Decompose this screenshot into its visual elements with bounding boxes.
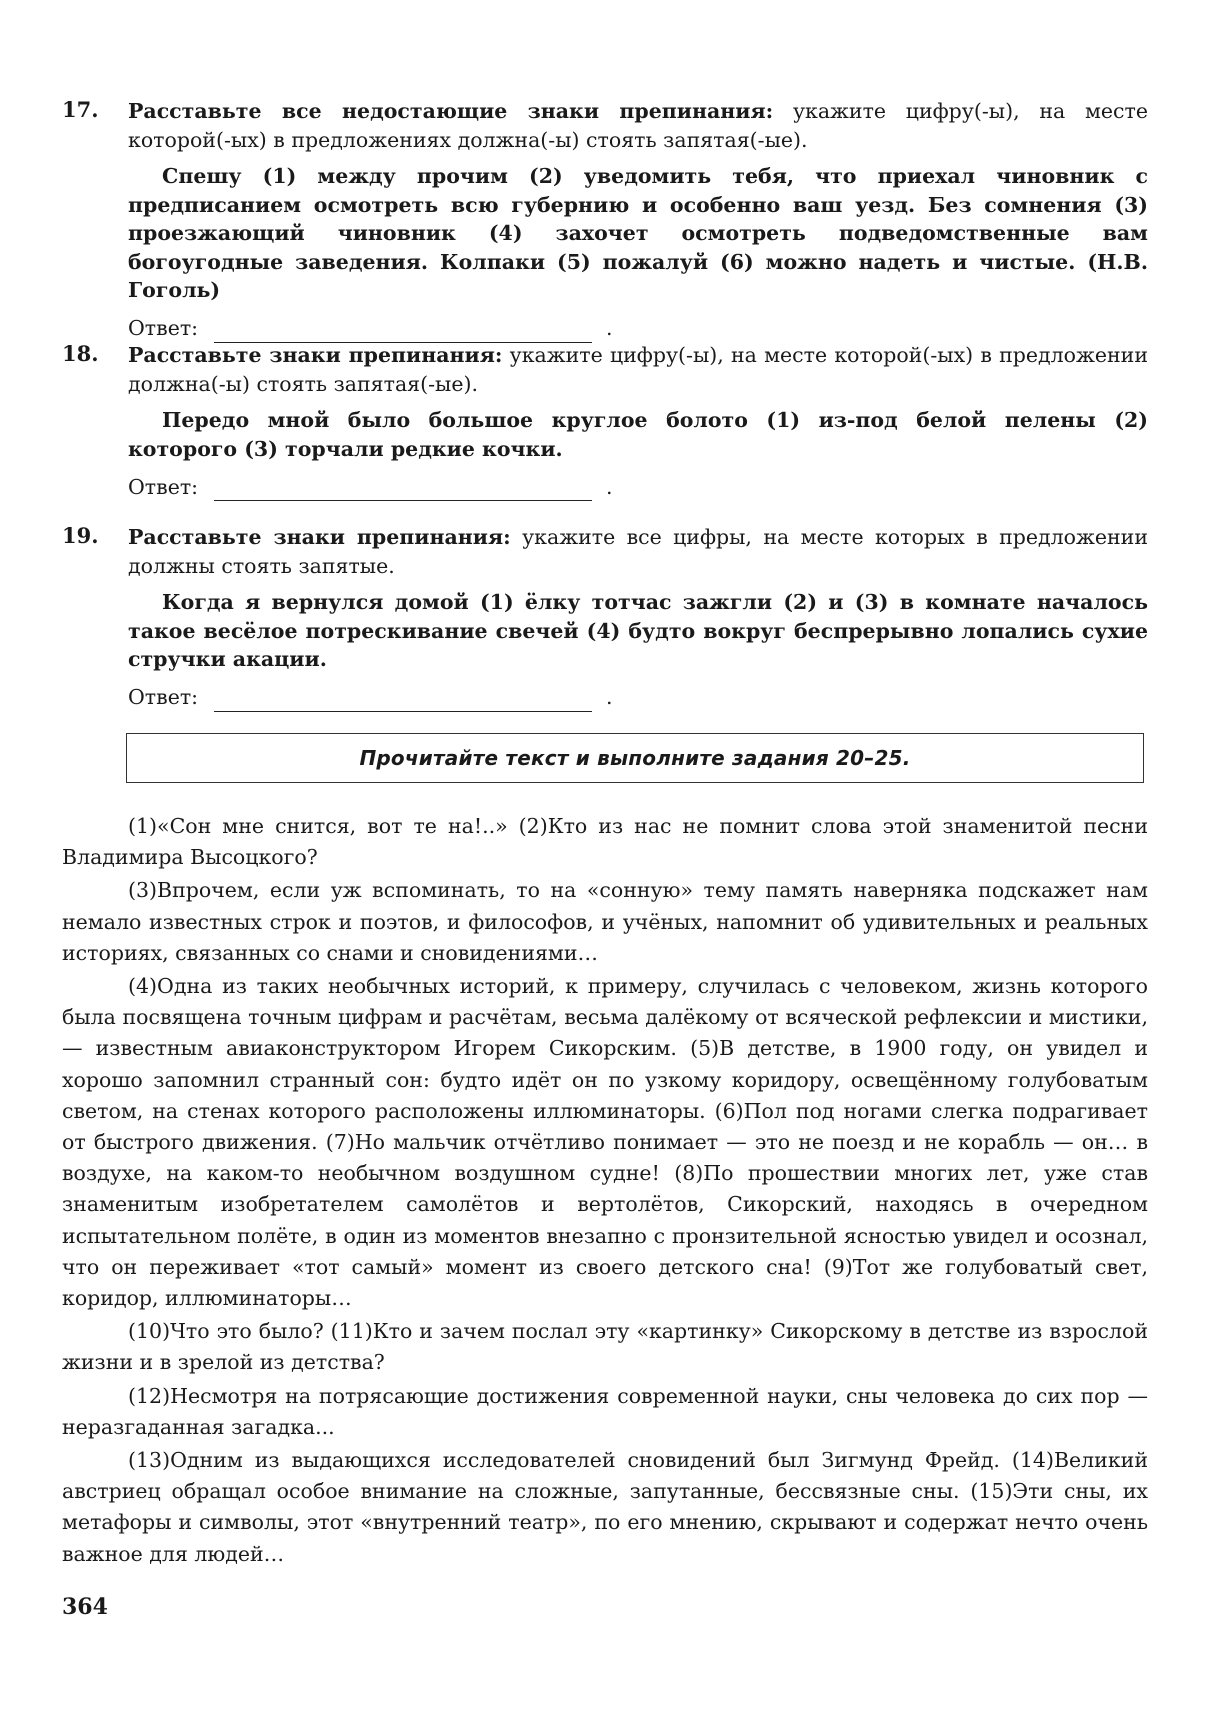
reading-text: [62, 811, 1148, 1572]
instruction-rest: укажите цифру(-ы), на месте которой(-ых) в предложениях должна(-ы) стоять запятая(-ые).: [128, 99, 1148, 152]
task-sentence: Спешу (1) между прочим (2) уведомить тебя, что приехал чиновник с предписанием осмотреть всю губернию и особенно ваш уезд. Без сомнения (3) проезжающий чиновник (4) захочет осмотреть подведомственные вам богоугодные заведения. Колпаки (5) пожалуй (6) можно надеть и чистые. (Н.В. Гоголь): [128, 164, 1148, 302]
text-paragraph: (13)Одним из выдающихся исследователей сновидений был Зигмунд Фрейд. (14)Великий австриец обращал особое внимание на сложные, запутанные, бессвязные сны. (15)Эти сны, их метафоры и символы, этот «внутренний театр», по его мнению, скрывают и содержат нечто очень важное для людей…: [62, 1448, 1148, 1566]
text-paragraph: (10)Что это было? (11)Кто и зачем послал эту «картинку» Сикорскому в детстве из взрослой жизни и в зрелой из детства?: [62, 1319, 1148, 1375]
task-sentence: Когда я вернулся домой (1) ёлку тотчас зажгли (2) и (3) в комнате началось такое весёлое потрескивание свечей (4) будто вокруг беспрерывно лопались сухие стручки акации.: [128, 590, 1148, 671]
text-paragraph: (3)Впрочем, если уж вспоминать, то на «сонную» тему память наверняка подскажет нам немало известных строк и поэтов, и философов, и учёных, напомнит об удивительных и реальных историях, связанных со снами и сновидениями…: [62, 878, 1148, 965]
answer-row: [128, 684, 1148, 712]
text-paragraph: (1)«Сон мне снится, вот те на!..» (2)Кто из нас не помнит слова этой знаменитой песни Владимира Высоцкого?: [62, 814, 1148, 870]
page-number: 364: [62, 1594, 108, 1620]
answer-row: [128, 315, 1148, 343]
task-instruction: [128, 341, 1148, 398]
answer-label: Ответ:: [128, 316, 199, 340]
answer-period: .: [606, 316, 613, 340]
answer-label: Ответ:: [128, 685, 199, 709]
task-instruction: [128, 523, 1148, 580]
task-number: 18.: [62, 341, 99, 366]
task-19: [62, 523, 1148, 712]
task-instruction: [128, 97, 1148, 154]
instruction-bold: Расставьте знаки препинания:: [128, 525, 511, 549]
instruction-bold: Расставьте все недостающие знаки препинания:: [128, 99, 774, 123]
answer-label: Ответ:: [128, 474, 199, 499]
instruction-bold: Расставьте знаки препинания:: [128, 343, 503, 367]
banner-text: Прочитайте текст и выполните задания 20–25.: [359, 746, 911, 770]
instruction-rest: укажите цифру(-ы), на месте которой(-ых) в предложении должна(-ы) стоять запятая(-ые).: [128, 343, 1148, 396]
task-number: 19.: [62, 523, 99, 548]
text-paragraph: (12)Несмотря на потрясающие достижения современной науки, сны человека до сих пор — неразгаданная загадка...: [62, 1383, 1148, 1439]
reading-instruction-banner: [126, 733, 1144, 783]
answer-period: .: [606, 685, 613, 709]
answer-period: .: [606, 474, 613, 499]
task-18: [62, 341, 1148, 501]
answer-field[interactable]: [214, 691, 592, 712]
answer-row: [128, 473, 1148, 501]
task-sentence: Передо мной было большое круглое болото (1) из-под белой пелены (2) которого (3) торчали редкие кочки.: [128, 408, 1148, 461]
task-number: 17.: [62, 97, 99, 122]
answer-field[interactable]: [214, 480, 592, 501]
text-paragraph: (4)Одна из таких необычных историй, к примеру, случилась с человеком, жизнь которого была посвящена точным цифрам и расчётам, весьма далёкому от всяческой рефлексии и мистики, — известным авиаконструктором Игорем Сикорским. (5)В детстве, в 1900 году, он увидел и хорошо запомнил странный сон: будто идёт он по узкому коридору, освещённому голубоватым светом, на стенах которого расположены иллюминаторы. (6)Пол под ногами слегка подрагивает от быстрого движения. (7)Но мальчик отчётливо понимает — это не поезд и не корабль — он… в воздухе, на каком-то необычном воздушном судне! (8)По прошествии многих лет, уже став знаменитым изобретателем самолётов и вертолётов, Сикорский, находясь в очередном испытательном полёте, в один из моментов внезапно с пронзительной ясностью увидел и осознал, что он переживает «тот самый» момент из своего детского сна! (9)Тот же голубоватый свет, коридор, иллюминаторы…: [62, 974, 1148, 1311]
instruction-rest: укажите все цифры, на месте которых в предложении должны стоять запятые.: [128, 525, 1149, 578]
task-17: [62, 97, 1148, 343]
answer-field[interactable]: [214, 322, 592, 343]
